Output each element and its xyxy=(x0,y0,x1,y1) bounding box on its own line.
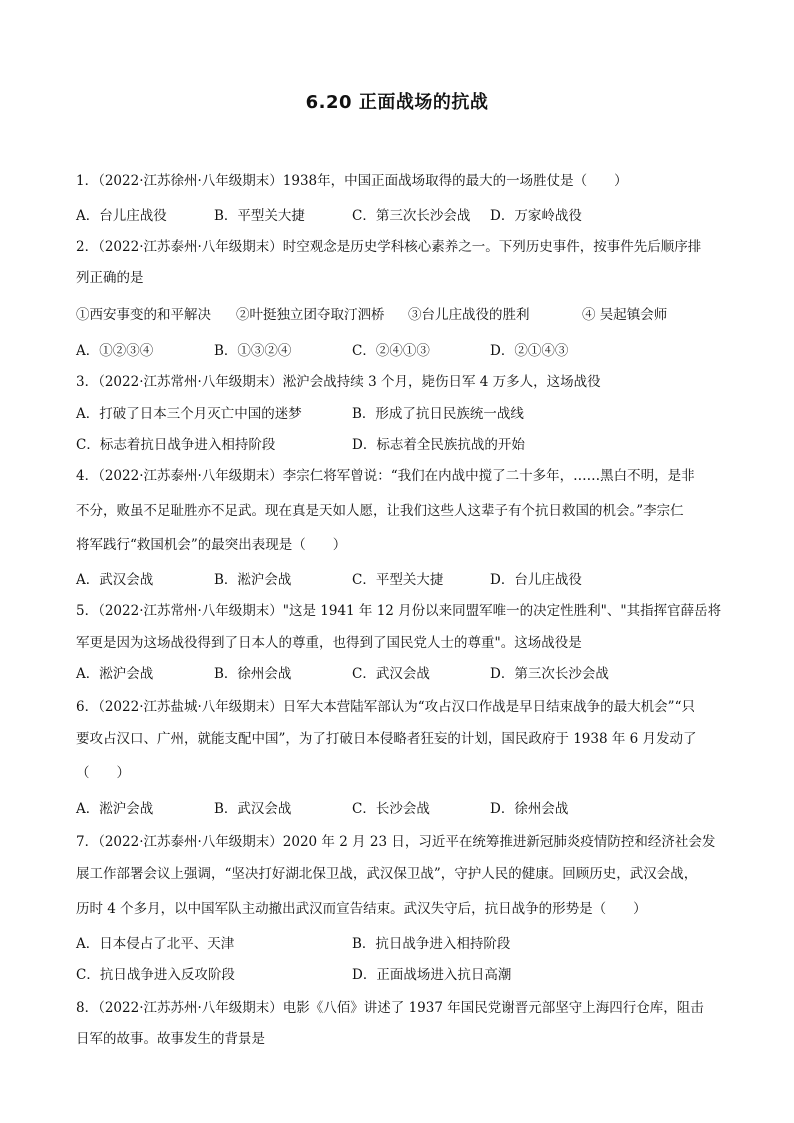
event-item: ①西安事变的和平解决 xyxy=(76,307,211,323)
question-6-stem: 要攻占汉口、广州，就能支配中国”，为了打破日本侵略者狂妄的计划，国民政府于 1938 年 6 月发动了 xyxy=(76,731,697,747)
option-a: A．①②③④ xyxy=(76,343,154,359)
option-d: D．正面战场进入抗日高潮 xyxy=(352,967,512,983)
question-7-stem: 7．（2022·江苏泰州·八年级期末）2020 年 2 月 23 日，习近平在统筹推进新冠肺炎疫情防控和经济社会发 xyxy=(76,834,716,850)
question-5-stem: 军更是因为这场战役得到了日本人的尊重，也得到了国民党人士的尊重"。这场战役是 xyxy=(76,635,582,651)
question-3-stem: 3．（2022·江苏常州·八年级期末）淞沪会战持续 3 个月，毙伤日军 4 万多人，这场战役 xyxy=(76,374,601,390)
option-a: A．台儿庄战役 xyxy=(76,208,167,224)
option-c: C．长沙会战 xyxy=(352,801,430,817)
question-5-stem: 5．（2022·江苏常州·八年级期末）"这是 1941 年 12 月份以来同盟军唯一的决定性胜利"、"其指挥官薛岳将 xyxy=(76,603,722,619)
option-a: A．打破了日本三个月灭亡中国的迷梦 xyxy=(76,406,302,422)
option-b: B．①③②④ xyxy=(214,343,292,359)
question-4-stem: 不分，败虽不足耻胜亦不足武。现在真是天如人愿，让我们这些人这辈子有个抗日救国的机会。”李宗仁 xyxy=(76,503,684,519)
option-c: C．标志着抗日战争进入相持阶段 xyxy=(76,437,276,453)
question-8-stem: 日军的故事。故事发生的背景是 xyxy=(76,1031,265,1047)
option-d: D．标志着全民族抗战的开始 xyxy=(352,437,525,453)
event-item: ④ 吴起镇会师 xyxy=(582,307,668,323)
option-b: B．淞沪会战 xyxy=(214,572,292,588)
page-title: 6.20 正面战场的抗战 xyxy=(305,92,489,113)
option-b: B．徐州会战 xyxy=(214,666,292,682)
question-7-stem: 历时 4 个多月，以中国军队主动撤出武汉而宣告结束。武汉失守后，抗日战争的形势是（ ） xyxy=(76,901,647,917)
option-c: C．②④①③ xyxy=(352,343,430,359)
option-b: B．形成了抗日民族统一战线 xyxy=(352,406,524,422)
question-2-stem: 列正确的是 xyxy=(76,270,144,286)
question-1-stem: 1．（2022·江苏徐州·八年级期末）1938年，中国正面战场取得的最大的一场胜仗是（ ） xyxy=(76,173,628,189)
option-b: B．武汉会战 xyxy=(214,801,292,817)
question-2-stem: 2．（2022·江苏泰州·八年级期末）时空观念是历史学科核心素养之一。下列历史事件，按事件先后顺序排 xyxy=(76,239,702,255)
option-b: B．平型关大捷 xyxy=(214,208,305,224)
question-4-stem: 4．（2022·江苏泰州·八年级期末）李宗仁将军曾说：“我们在内战中搅了二十多年，……黑白不明，是非 xyxy=(76,468,695,484)
option-a: A．日本侵占了北平、天津 xyxy=(76,936,235,952)
question-7-stem: 展工作部署会议上强调，“坚决打好湖北保卫战，武汉保卫战”，守护人民的健康。回顾历史，武汉会战， xyxy=(76,866,698,882)
question-6-stem: 6．（2022·江苏盐城·八年级期末）日军大本营陆军部认为“攻占汉口作战是早日结束战争的最大机会”“只 xyxy=(76,699,695,715)
option-c: C．第三次长沙会战 xyxy=(352,208,471,224)
question-4-stem: 将军践行“救国机会”的最突出表现是（ ） xyxy=(76,537,347,553)
option-d: D．第三次长沙会战 xyxy=(490,666,609,682)
option-a: A．淞沪会战 xyxy=(76,666,154,682)
option-d: D．②①④③ xyxy=(490,343,569,359)
event-item: ③台儿庄战役的胜利 xyxy=(408,307,530,323)
option-d: D．徐州会战 xyxy=(490,801,569,817)
event-item: ②叶挺独立团夺取汀泗桥 xyxy=(236,307,385,323)
option-c: C．抗日战争进入反攻阶段 xyxy=(76,967,235,983)
question-6-stem: （ ） xyxy=(76,765,130,781)
option-b: B．抗日战争进入相持阶段 xyxy=(352,936,511,952)
option-c: C．平型关大捷 xyxy=(352,572,444,588)
option-c: C．武汉会战 xyxy=(352,666,430,682)
option-a: A．武汉会战 xyxy=(76,572,154,588)
option-d: D．台儿庄战役 xyxy=(490,572,582,588)
option-d: D．万家岭战役 xyxy=(490,208,582,224)
question-8-stem: 8．（2022·江苏苏州·八年级期末）电影《八佰》讲述了 1937 年国民党谢晋元部坚守上海四行仓库，阻击 xyxy=(76,1000,704,1016)
option-a: A．淞沪会战 xyxy=(76,801,154,817)
